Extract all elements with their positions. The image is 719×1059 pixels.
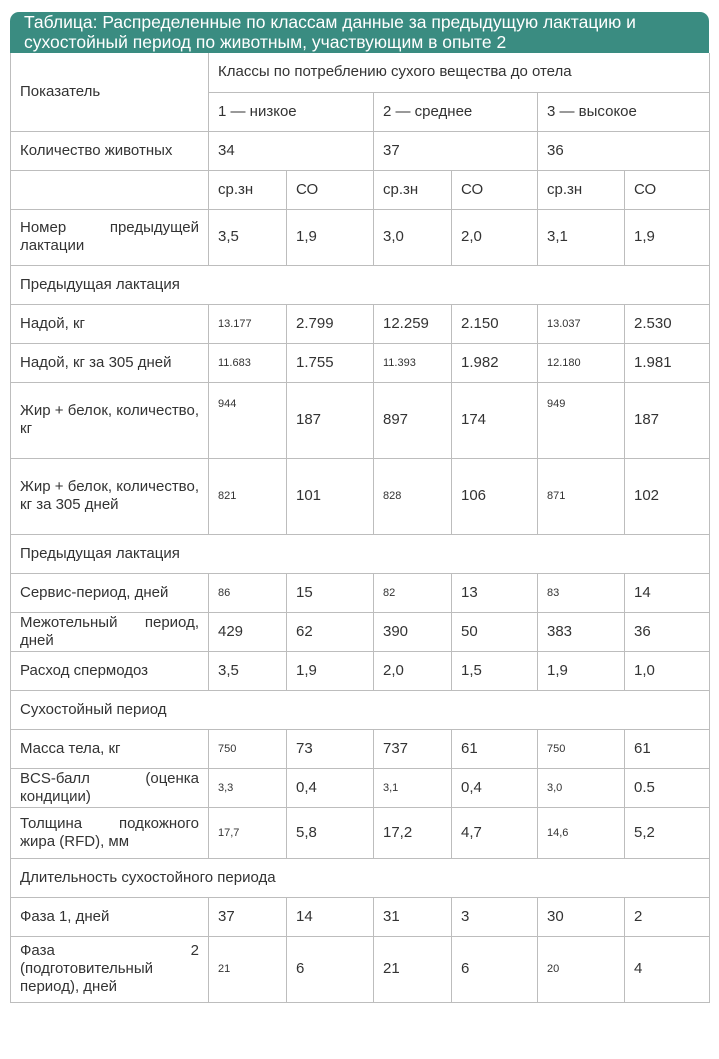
section-heading: Предыдущая лактация <box>11 265 710 304</box>
mean-value-class-2: 3,0 <box>374 209 452 265</box>
row-label: Сервис-период, дней <box>11 573 209 612</box>
class-3-header: 3 — высокое <box>538 92 710 131</box>
row-label: Расход спермодоз <box>11 651 209 690</box>
sd-value-class-1: 5,8 <box>287 807 374 858</box>
sd-value-class-3: 187 <box>625 382 710 458</box>
sd-value-class-1: 187 <box>287 382 374 458</box>
row-label: BCS-балл (оценка кондиции) <box>11 768 209 807</box>
sd-value-class-1: 73 <box>287 729 374 768</box>
mean-value-class-1: 750 <box>209 729 287 768</box>
class-group-header: Классы по потреблению сухого вещества до отела <box>209 53 710 92</box>
sd-value-class-1: 15 <box>287 573 374 612</box>
table-row <box>11 897 710 936</box>
class-2-header: 2 — среднее <box>374 92 538 131</box>
row-label: Надой, кг <box>11 304 209 343</box>
sd-value-class-2: 50 <box>452 612 538 651</box>
row-label: Фаза 2 (подготовительный период), дней <box>11 936 209 1002</box>
sd-label: СО <box>452 170 538 209</box>
sd-value-class-1: 62 <box>287 612 374 651</box>
mean-value-class-3: 14,6 <box>538 807 625 858</box>
mean-label: ср.зн <box>209 170 287 209</box>
sd-value-class-2: 4,7 <box>452 807 538 858</box>
table-row <box>11 651 710 690</box>
table-caption: Таблица: Распределенные по классам данные за предыдущую лактацию и сухостойный период по животным, участвующим в опыте 2 <box>10 12 709 53</box>
mean-value-class-2: 897 <box>374 382 452 458</box>
sd-value-class-2: 3 <box>452 897 538 936</box>
mean-value-class-2: 31 <box>374 897 452 936</box>
sd-value-class-2: 2,0 <box>452 209 538 265</box>
animals-class-3: 36 <box>538 131 710 170</box>
sd-value-class-3: 14 <box>625 573 710 612</box>
mean-value-class-1: 944 <box>209 382 287 458</box>
mean-value-class-2: 21 <box>374 936 452 1002</box>
mean-value-class-3: 20 <box>538 936 625 1002</box>
section-heading: Длительность сухостойного периода <box>11 858 710 897</box>
mean-value-class-1: 3,3 <box>209 768 287 807</box>
mean-value-class-3: 750 <box>538 729 625 768</box>
mean-value-class-3: 1,9 <box>538 651 625 690</box>
mean-value-class-3: 83 <box>538 573 625 612</box>
table-row <box>11 768 710 807</box>
mean-value-class-3: 871 <box>538 458 625 534</box>
mean-value-class-1: 13.177 <box>209 304 287 343</box>
sd-value-class-2: 0,4 <box>452 768 538 807</box>
table-row <box>11 304 710 343</box>
row-label: Толщина подкожного жира (RFD), мм <box>11 807 209 858</box>
sd-value-class-1: 1,9 <box>287 209 374 265</box>
sd-value-class-3: 0.5 <box>625 768 710 807</box>
sd-label: СО <box>625 170 710 209</box>
sd-value-class-1: 2.799 <box>287 304 374 343</box>
row-label: Масса тела, кг <box>11 729 209 768</box>
sd-value-class-3: 2 <box>625 897 710 936</box>
mean-value-class-1: 11.683 <box>209 343 287 382</box>
sd-value-class-2: 61 <box>452 729 538 768</box>
sd-value-class-2: 174 <box>452 382 538 458</box>
mean-value-class-2: 737 <box>374 729 452 768</box>
mean-value-class-3: 13.037 <box>538 304 625 343</box>
sd-value-class-3: 1,9 <box>625 209 710 265</box>
animals-class-1: 34 <box>209 131 374 170</box>
table-row <box>11 807 710 858</box>
row-label: Межотельный период, дней <box>11 612 209 651</box>
sd-value-class-2: 106 <box>452 458 538 534</box>
sd-value-class-3: 1,0 <box>625 651 710 690</box>
mean-value-class-1: 3,5 <box>209 651 287 690</box>
indicator-header: Показатель <box>11 53 209 131</box>
row-label: Фаза 1, дней <box>11 897 209 936</box>
animals-label: Количество животных <box>11 131 209 170</box>
mean-value-class-1: 21 <box>209 936 287 1002</box>
empty-cell <box>11 170 209 209</box>
sd-value-class-2: 6 <box>452 936 538 1002</box>
sd-value-class-1: 6 <box>287 936 374 1002</box>
mean-value-class-2: 12.259 <box>374 304 452 343</box>
sd-value-class-2: 13 <box>452 573 538 612</box>
sd-value-class-3: 36 <box>625 612 710 651</box>
sd-label: СО <box>287 170 374 209</box>
sd-value-class-3: 5,2 <box>625 807 710 858</box>
section-row <box>11 265 710 304</box>
mean-value-class-1: 821 <box>209 458 287 534</box>
class-1-header: 1 — низкое <box>209 92 374 131</box>
section-heading: Предыдущая лактация <box>11 534 710 573</box>
data-table-card <box>10 12 709 1003</box>
mean-value-class-3: 3,1 <box>538 209 625 265</box>
mean-value-class-1: 3,5 <box>209 209 287 265</box>
sd-value-class-3: 4 <box>625 936 710 1002</box>
mean-value-class-2: 390 <box>374 612 452 651</box>
row-label: Надой, кг за 305 дней <box>11 343 209 382</box>
sd-value-class-3: 2.530 <box>625 304 710 343</box>
table-row <box>11 573 710 612</box>
sd-value-class-2: 1.982 <box>452 343 538 382</box>
sd-value-class-3: 102 <box>625 458 710 534</box>
sd-value-class-2: 2.150 <box>452 304 538 343</box>
table-row <box>11 382 710 458</box>
mean-value-class-2: 828 <box>374 458 452 534</box>
row-label: Жир + белок, количество, кг <box>11 382 209 458</box>
sd-value-class-1: 1,9 <box>287 651 374 690</box>
mean-value-class-3: 30 <box>538 897 625 936</box>
section-row <box>11 690 710 729</box>
sd-value-class-1: 14 <box>287 897 374 936</box>
sd-value-class-1: 1.755 <box>287 343 374 382</box>
mean-value-class-2: 2,0 <box>374 651 452 690</box>
section-heading: Сухостойный период <box>11 690 710 729</box>
table-row <box>11 936 710 1002</box>
mean-value-class-3: 12.180 <box>538 343 625 382</box>
table-row <box>11 458 710 534</box>
section-row <box>11 858 710 897</box>
table-row <box>11 612 710 651</box>
table-row <box>11 209 710 265</box>
sd-value-class-1: 0,4 <box>287 768 374 807</box>
sd-value-class-3: 1.981 <box>625 343 710 382</box>
mean-value-class-1: 17,7 <box>209 807 287 858</box>
sd-value-class-1: 101 <box>287 458 374 534</box>
mean-value-class-2: 11.393 <box>374 343 452 382</box>
mean-value-class-2: 17,2 <box>374 807 452 858</box>
table-row <box>11 729 710 768</box>
mean-value-class-2: 82 <box>374 573 452 612</box>
row-label: Жир + белок, количество, кг за 305 дней <box>11 458 209 534</box>
sd-value-class-2: 1,5 <box>452 651 538 690</box>
section-row <box>11 534 710 573</box>
mean-value-class-1: 429 <box>209 612 287 651</box>
row-label: Номер предыдущей лактации <box>11 209 209 265</box>
table-row <box>11 343 710 382</box>
mean-value-class-1: 86 <box>209 573 287 612</box>
mean-label: ср.зн <box>374 170 452 209</box>
mean-value-class-3: 383 <box>538 612 625 651</box>
sd-value-class-3: 61 <box>625 729 710 768</box>
mean-value-class-2: 3,1 <box>374 768 452 807</box>
data-table <box>10 53 710 1003</box>
mean-value-class-1: 37 <box>209 897 287 936</box>
mean-value-class-3: 3,0 <box>538 768 625 807</box>
mean-value-class-3: 949 <box>538 382 625 458</box>
mean-label: ср.зн <box>538 170 625 209</box>
animals-class-2: 37 <box>374 131 538 170</box>
